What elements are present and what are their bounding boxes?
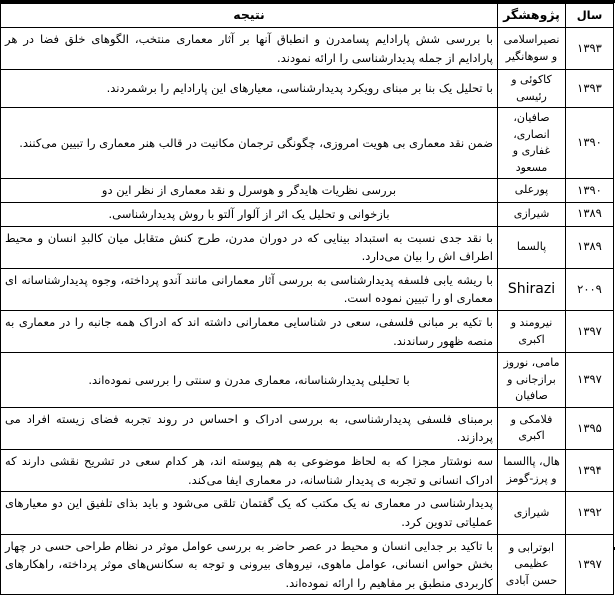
cell-researcher: کاکوئی و رئیسی: [498, 70, 566, 108]
cell-researcher: پورعلی: [498, 179, 566, 203]
table-row: [1, 492, 614, 534]
cell-year: ۱۳۹۷: [566, 534, 614, 595]
cell-researcher: شیرازی: [498, 492, 566, 534]
cell-researcher: شیرازی: [498, 202, 566, 226]
cell-researcher: فلامکی و اکبری: [498, 407, 566, 449]
cell-result: پدیدارشناسی در معماری نه یک مکتب که یک گفتمان تلقی می‌شود و باید بذای تلفیق این دو معیارهای عملیاتی تدوین کرد.: [1, 492, 498, 534]
cell-year: ۲۰۰۹: [566, 268, 614, 310]
cell-result: با تاکید بر جدایی انسان و محیط در عصر حاضر به بررسی عوامل موثر در نظام طراحی حسی در چهار بخش حواس انسانی، عوامل ماهوی، نیروهای بیرونی و توجه به سکانس‌های موثر پرداخته، راهکارهای کاربردی منطبق بر مفاهیم را ارائه نموده‌اند.: [1, 534, 498, 595]
table-row: [1, 534, 614, 595]
cell-researcher: نصیراسلامی و سوهانگیر: [498, 28, 566, 70]
cell-result: با تکیه بر مبانی فلسفی، سعی در شناسایی معمارانی داشته اند که ادراک همه جانبه را در معماری به منصه ظهور رساندند.: [1, 311, 498, 353]
cell-year: ۱۳۹۰: [566, 108, 614, 179]
cell-result: بررسی نظریات هایدگر و هوسرل و نقد معماری از نظر این دو: [1, 179, 498, 203]
cell-researcher: نیرومند و اکبری: [498, 311, 566, 353]
table-header: [1, 4, 614, 28]
table-row: [1, 407, 614, 449]
cell-result: با نقد جدی نسبت به استبداد بینایی که در دوران مدرن، طرح کنش متقابل میان کالبدِ انسان و محیط اطراف اش را بیان می‌دارد.: [1, 226, 498, 268]
column-header-result: نتیجه: [1, 4, 498, 28]
table-row: [1, 311, 614, 353]
cell-result: برمبنای فلسفی پدیدارشناسی، به بررسی ادراک و احساس در روند تجربه فضای زیسته افراد می پردازند.: [1, 407, 498, 449]
table-row: [1, 179, 614, 203]
cell-year: ۱۳۹۳: [566, 70, 614, 108]
cell-result: با تحلیل یک بنا بر مبنای رویکرد پدیدارشناسی، معیارهای این پارادایم را برشمردند.: [1, 70, 498, 108]
cell-year: ۱۳۹۳: [566, 28, 614, 70]
cell-year: ۱۳۸۹: [566, 226, 614, 268]
cell-result: با تحلیلی پدیدارشناسانه، معماری مدرن و سنتی را بررسی نموده‌اند.: [1, 353, 498, 408]
cell-year: ۱۳۸۹: [566, 202, 614, 226]
cell-result: با بررسی شش پارادایم پسامدرن و انطباق آنها بر آثار معماری منتخب، الگوهای خلق فضا در هر پارادایم از جمله پدیدارشناسی را ارائه نمودند.: [1, 28, 498, 70]
cell-researcher: صافیان، انصاری، غفاری و مسعود: [498, 108, 566, 179]
column-header-researcher: پژوهشگر: [498, 4, 566, 28]
table-header-row: [1, 4, 614, 28]
table-row: [1, 28, 614, 70]
cell-year: ۱۳۹۲: [566, 492, 614, 534]
cell-researcher: مامی، نوروز برازجانی و صافیان: [498, 353, 566, 408]
table-row: [1, 268, 614, 310]
cell-result: ضمن نقد معماری بی هویت امروزی، چگونگی ترجمان مکانیت در قالب هنر معماری را تبیین می‌کنند.: [1, 108, 498, 179]
table-row: [1, 353, 614, 408]
cell-researcher: Shirazi: [498, 268, 566, 310]
table-row: [1, 202, 614, 226]
cell-year: ۱۳۹۴: [566, 450, 614, 492]
cell-year: ۱۳۹۵: [566, 407, 614, 449]
table-row: [1, 70, 614, 108]
cell-researcher: پالسما: [498, 226, 566, 268]
cell-result: بازخوانی و تحلیل یک اثر از آلوار آلتو با روش پدیدارشناسی.: [1, 202, 498, 226]
column-header-year: سال: [566, 4, 614, 28]
cell-researcher: ابوترابی و عظیمی حسن آبادی: [498, 534, 566, 595]
research-summary-table: [0, 3, 614, 595]
table-row: [1, 108, 614, 179]
cell-researcher: هال، پاالسما و پرز-گومز: [498, 450, 566, 492]
table-row: [1, 450, 614, 492]
table-body: [1, 28, 614, 595]
cell-year: ۱۳۹۷: [566, 311, 614, 353]
cell-result: با ریشه یابی فلسفه پدیدارشناسی به بررسی آثار معمارانی مانند آندو پرداخته، وجوه پدیدارشناسانه ای معماری او را تبیین نموده است.: [1, 268, 498, 310]
cell-result: سه نوشتار مجزا که به لحاظ موضوعی به هم پیوسته اند، هر کدام سعی در تشریح نقشی دارند که ادراک انسانی و تجربه ی پدیدار شناسانه، در معماری ایفا می‌کند.: [1, 450, 498, 492]
cell-year: ۱۳۹۰: [566, 179, 614, 203]
table-row: [1, 226, 614, 268]
cell-year: ۱۳۹۷: [566, 353, 614, 408]
